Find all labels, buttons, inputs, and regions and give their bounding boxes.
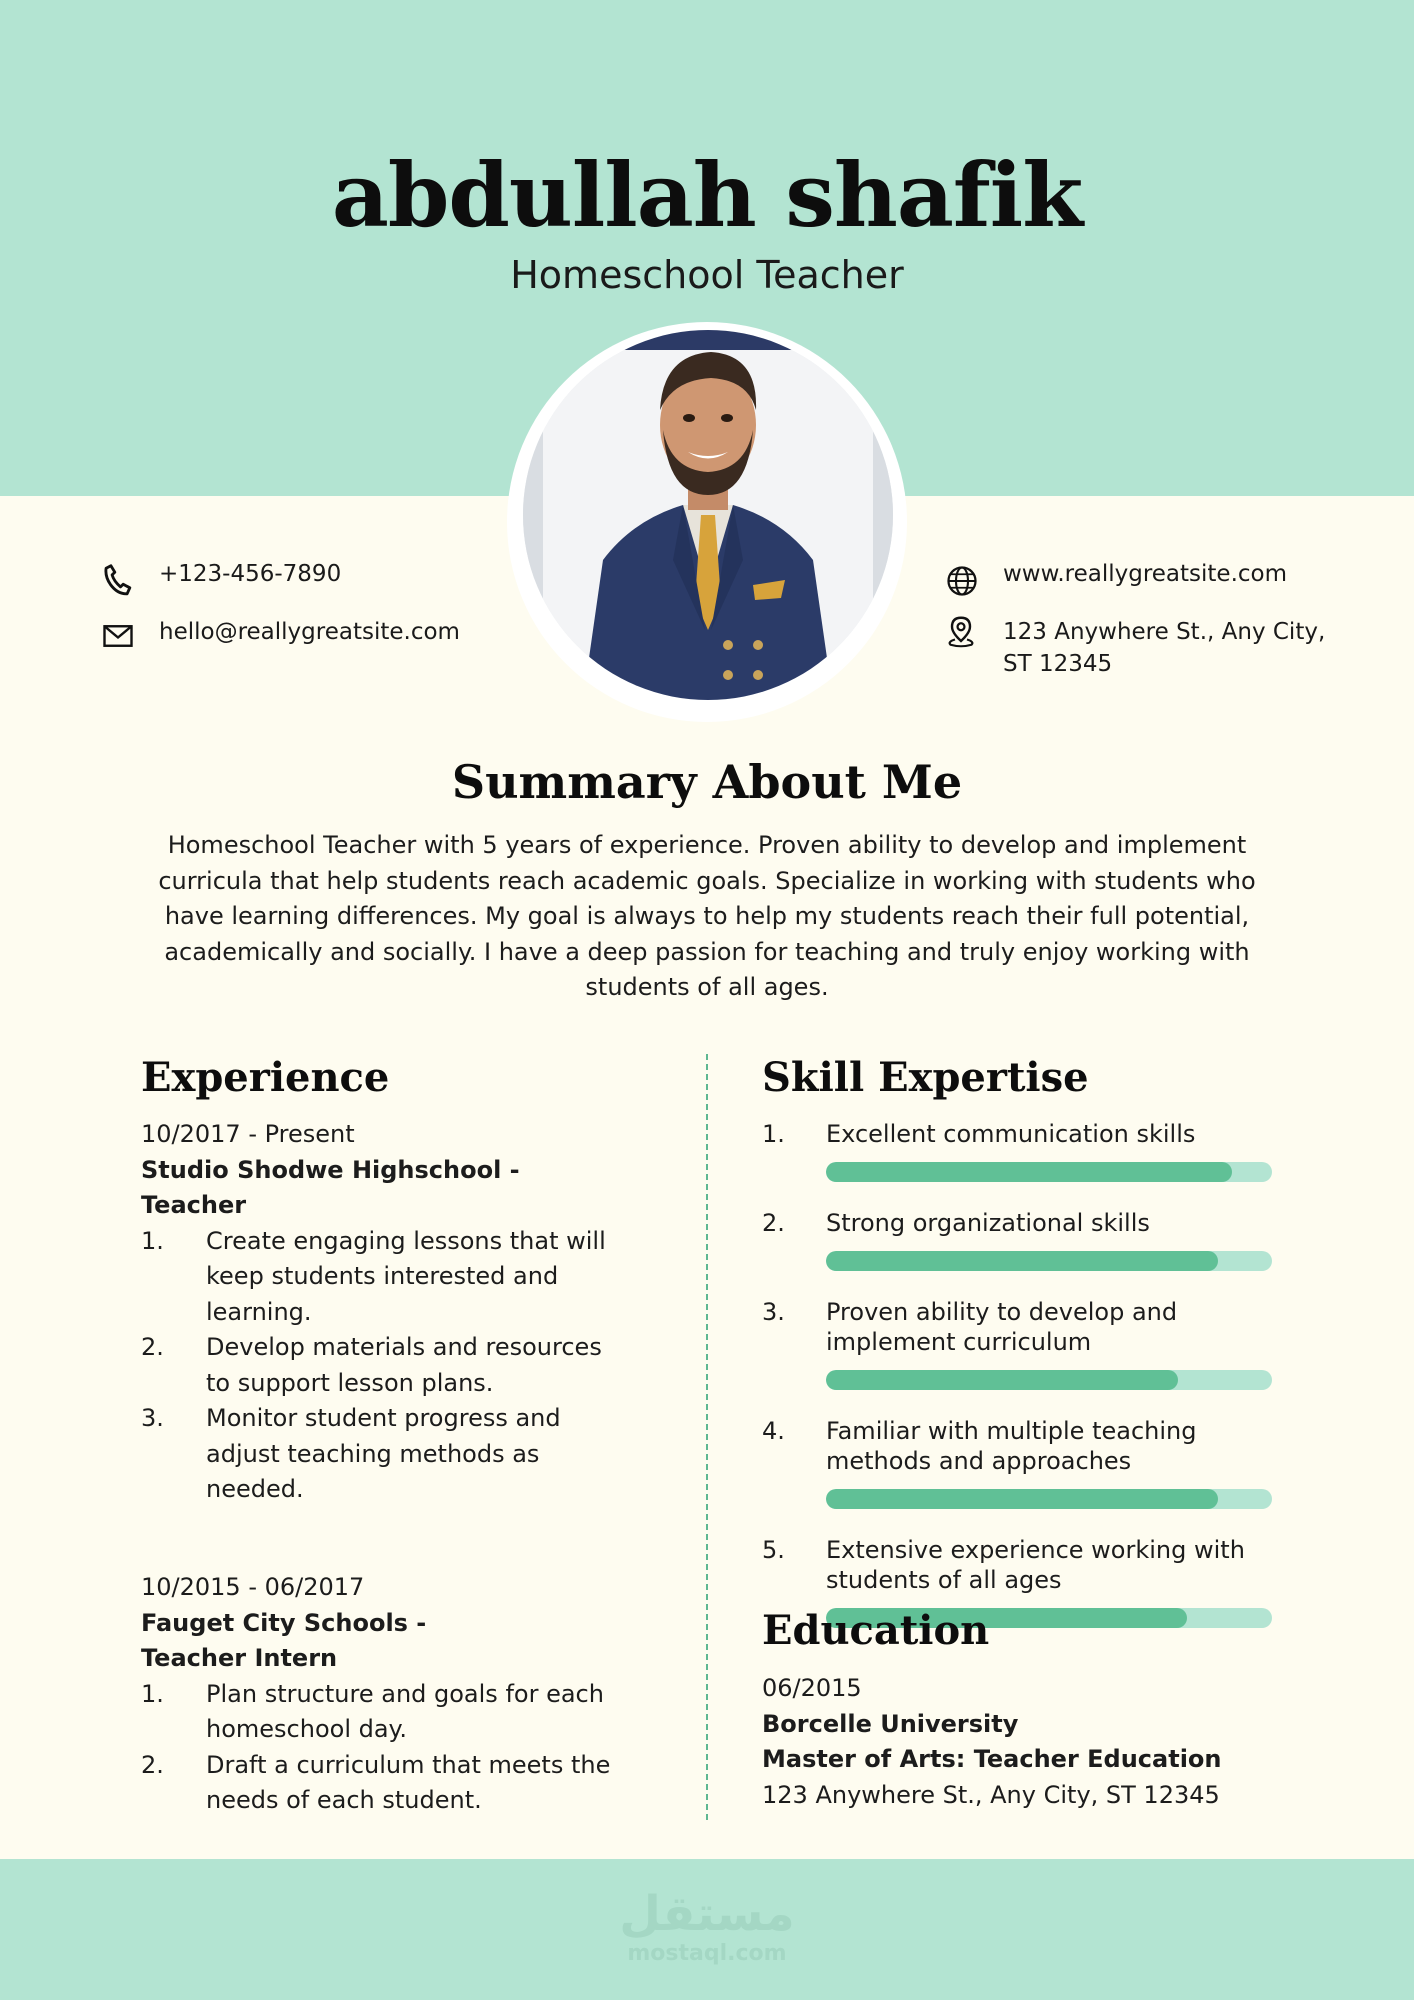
experience-heading: Experience — [141, 1054, 390, 1101]
experience-date: 10/2017 - Present — [141, 1120, 355, 1148]
address-line-2: ST 12345 — [1003, 651, 1113, 677]
website-url[interactable]: www.reallygreatsite.com — [1003, 561, 1288, 587]
skill-item — [762, 1119, 1282, 1182]
skill-item — [762, 1208, 1282, 1271]
skills-heading: Skill Expertise — [762, 1054, 1089, 1101]
skill-item — [762, 1416, 1282, 1509]
skill-level-fill — [826, 1251, 1218, 1271]
skill-label: Excellent communication skills — [826, 1120, 1196, 1148]
skill-label: Extensive experience working with students of all ages — [826, 1536, 1245, 1594]
education-date: 06/2015 — [762, 1674, 862, 1702]
education-address: 123 Anywhere St., Any City, ST 12345 — [762, 1780, 1220, 1809]
profile-photo — [523, 330, 893, 700]
skill-number: 1. — [762, 1120, 785, 1148]
address — [1003, 616, 1325, 680]
skill-level-fill — [826, 1489, 1218, 1509]
location-pin-icon — [943, 614, 979, 650]
job-title: Homeschool Teacher — [510, 253, 904, 297]
education-school: Borcelle University — [762, 1709, 1019, 1738]
list-number: 2. — [141, 1750, 164, 1779]
education-degree: Master of Arts: Teacher Education — [762, 1745, 1222, 1773]
watermark-arabic: مستقل — [619, 1886, 795, 1942]
education-heading: Education — [762, 1607, 990, 1654]
experience-company: Studio Shodwe Highschool - — [141, 1155, 520, 1184]
experience-position: Teacher Intern — [141, 1644, 338, 1672]
skill-level-bar — [826, 1489, 1272, 1509]
experience-entry — [141, 1570, 621, 1819]
list-item — [141, 1677, 621, 1748]
skill-label: Familiar with multiple teaching methods and approaches — [826, 1417, 1197, 1475]
skill-level-bar — [826, 1370, 1272, 1390]
skill-number: 3. — [762, 1298, 785, 1326]
watermark-latin: mostaql.com — [627, 1941, 787, 1966]
experience-date: 10/2015 - 06/2017 — [141, 1573, 365, 1601]
list-number: 1. — [141, 1679, 164, 1708]
list-number: 2. — [141, 1333, 164, 1361]
list-number: 1. — [141, 1226, 164, 1255]
email-address[interactable]: hello@reallygreatsite.com — [159, 619, 460, 645]
skill-level-fill — [826, 1162, 1232, 1182]
list-item — [141, 1330, 621, 1401]
list-text: Plan structure and goals for each homeschool day. — [206, 1679, 604, 1743]
skill-label: Strong organizational skills — [826, 1209, 1150, 1237]
globe-icon — [944, 563, 980, 599]
mail-icon — [100, 618, 136, 654]
phone-icon — [101, 562, 137, 598]
list-number: 3. — [141, 1404, 164, 1432]
skill-number: 4. — [762, 1417, 785, 1445]
experience-position: Teacher — [141, 1191, 247, 1219]
skill-label: Proven ability to develop and implement curriculum — [826, 1298, 1178, 1356]
column-divider — [706, 1054, 708, 1820]
profile-photo-illustration — [523, 330, 893, 700]
experience-entry — [141, 1117, 621, 1508]
watermark-logo — [557, 1886, 857, 1966]
skill-number: 2. — [762, 1209, 785, 1237]
skill-level-bar — [826, 1251, 1272, 1271]
skills-list — [762, 1119, 1282, 1628]
list-item — [141, 1401, 621, 1508]
education-entry — [762, 1671, 1322, 1813]
list-item — [141, 1224, 621, 1331]
address-line-1: 123 Anywhere St., Any City, — [1003, 619, 1326, 645]
list-text: Create engaging lessons that will keep students interested and learning. — [206, 1226, 606, 1326]
skill-item — [762, 1297, 1282, 1390]
experience-duties — [141, 1677, 621, 1819]
list-text: Draft a curriculum that meets the needs of each student. — [206, 1750, 611, 1814]
experience-duties — [141, 1224, 621, 1508]
phone-number[interactable]: +123-456-7890 — [159, 561, 342, 587]
skill-level-fill — [826, 1370, 1178, 1390]
summary-heading: Summary About Me — [451, 755, 963, 809]
list-item — [141, 1748, 621, 1819]
list-text: Develop materials and resources to support lesson plans. — [206, 1333, 602, 1397]
list-text: Monitor student progress and adjust teaching methods as needed. — [206, 1404, 561, 1503]
skill-level-bar — [826, 1162, 1272, 1182]
skill-number: 5. — [762, 1536, 785, 1564]
experience-company: Fauget City Schools - — [141, 1608, 427, 1637]
candidate-name: abdullah shafik — [331, 143, 1083, 247]
summary-text: Homeschool Teacher with 5 years of experience. Proven ability to develop and implement curricula that help students reach academic goals. Specialize in working with students who have learning differences. My goal is always to help my students reach their full potential, academically and socially. I have a deep passion for teaching and truly enjoy working with students of all ages. — [158, 831, 1256, 1001]
